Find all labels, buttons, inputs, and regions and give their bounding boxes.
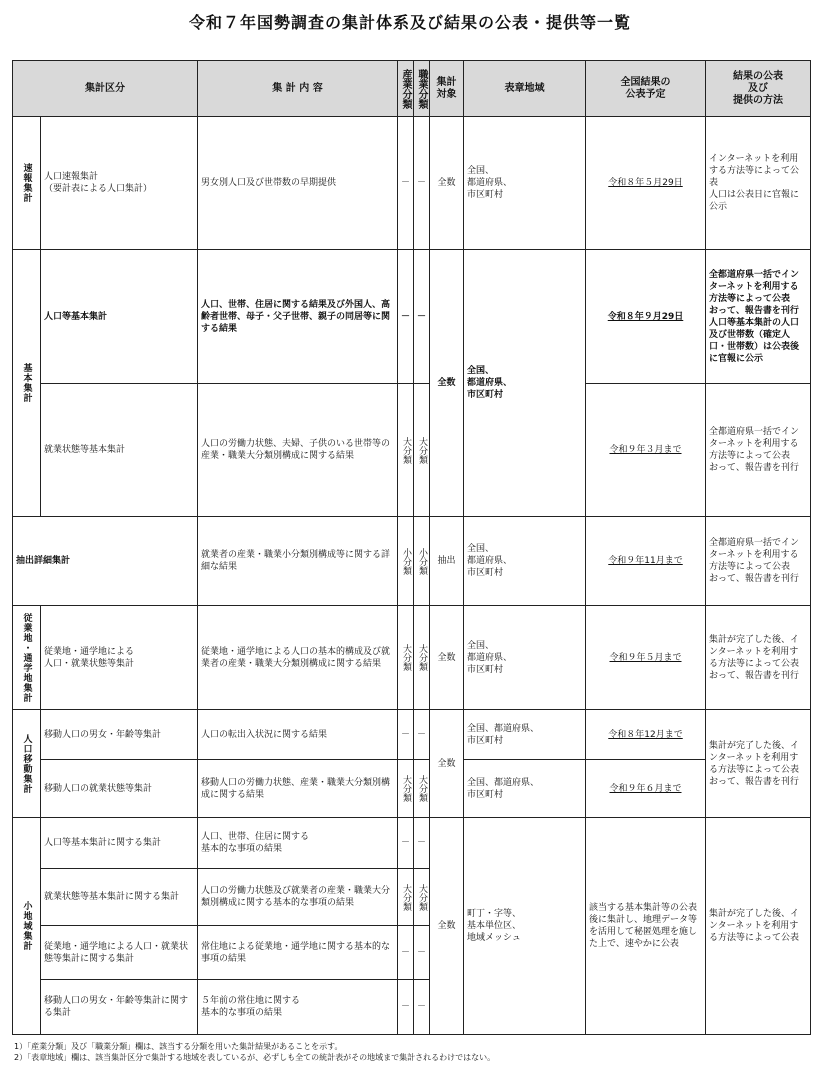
header-category: 集計区分	[13, 61, 198, 117]
row-date: 令和９年５月まで	[586, 606, 706, 710]
row-date: 令和９年６月まで	[586, 760, 706, 818]
group-kihon: 基本集計	[13, 250, 41, 517]
row-method: 集計が完了した後、インターネットを利用する方法等によって公表 おって、報告書を刊行	[706, 710, 811, 818]
row-target: 全数	[430, 818, 464, 1035]
table-row	[13, 760, 811, 818]
header-method: 結果の公表 及び 提供の方法	[706, 61, 811, 117]
row-occupation: 大分類	[414, 869, 430, 926]
row-date: 該当する基本集計等の公表後に集計し、地理データ等を活用して秘匿処理を施した上で、速やかに公表	[586, 818, 706, 1035]
row-method: インターネットを利用する方法等によって公表 人口は公表日に官報に公示	[706, 117, 811, 250]
row-content: 従業地・通学地による人口の基本的構成及び就業者の産業・職業大分類別構成に関する結果	[198, 606, 398, 710]
row-occupation: 大分類	[414, 606, 430, 710]
row-area: 全国、都道府県、 市区町村	[464, 710, 586, 760]
row-date: 令和８年５月29日	[586, 117, 706, 250]
table-row	[13, 517, 811, 606]
row-content: 就業者の産業・職業小分類別構成等に関する詳細な結果	[198, 517, 398, 606]
row-name: 人口速報集計 （要計表による人口集計）	[41, 117, 198, 250]
group-shouchiiki: 小地域集計	[13, 818, 41, 1035]
row-content: 移動人口の労働力状態、産業・職業大分類別構成に関する結果	[198, 760, 398, 818]
page-title: 令和７年国勢調査の集計体系及び結果の公表・提供等一覧	[188, 13, 631, 32]
row-industry: －	[398, 980, 414, 1035]
row-occupation: 大分類	[414, 760, 430, 818]
row-name: 就業状態等基本集計	[41, 384, 198, 517]
row-name: 移動人口の男女・年齢等集計	[41, 710, 198, 760]
row-area: 全国、 都道府県、 市区町村	[464, 117, 586, 250]
row-occupation: 大分類	[414, 384, 430, 517]
row-target: 全数	[430, 117, 464, 250]
row-industry: 大分類	[398, 606, 414, 710]
row-area: 全国、 都道府県、 市区町村	[464, 606, 586, 710]
row-content: 人口の労働力状態、夫婦、子供のいる世帯等の産業・職業大分類別構成に関する結果	[198, 384, 398, 517]
row-method: 全都道府県一括でインターネットを利用する方法等によって公表 おって、報告書を刊行	[706, 517, 811, 606]
footnote-2: 2）「表章地域」欄は、該当集計区分で集計する地域を表しているが、必ずしも全ての統計表がその地域まで集計されるわけではない。	[14, 1053, 496, 1062]
footnotes	[14, 1041, 495, 1063]
row-occupation: －	[414, 980, 430, 1035]
table-row	[13, 606, 811, 710]
row-method: 全都道府県一括でインターネットを利用する方法等によって公表 おって、報告書を刊行 人口等基本集計の人口及び世帯数（確定人口・世帯数）は公表後に官報に公示	[706, 250, 811, 384]
row-date: 令和８年12月まで	[586, 710, 706, 760]
row-content: 人口、世帯、住居に関する結果及び外国人、高齢者世帯、母子・父子世帯、親子の同居等に関する結果	[198, 250, 398, 384]
summary-table	[12, 60, 811, 1035]
header-schedule: 全国結果の 公表予定	[586, 61, 706, 117]
row-content: 常住地による従業地・通学地に関する基本的な事項の結果	[198, 926, 398, 980]
header-row	[13, 61, 811, 117]
row-name: 抽出詳細集計	[13, 517, 198, 606]
row-target: 全数	[430, 606, 464, 710]
row-content: 男女別人口及び世帯数の早期提供	[198, 117, 398, 250]
header-occupation: 職業分類	[414, 61, 430, 117]
row-industry: －	[398, 117, 414, 250]
row-industry: 大分類	[398, 869, 414, 926]
row-area: 町丁・字等、 基本単位区、 地域メッシュ	[464, 818, 586, 1035]
row-name: 移動人口の男女・年齢等集計に関する集計	[41, 980, 198, 1035]
row-industry: －	[398, 710, 414, 760]
row-occupation: －	[414, 117, 430, 250]
row-date: 令和９年11月まで	[586, 517, 706, 606]
row-occupation: －	[414, 818, 430, 869]
table-row	[13, 818, 811, 869]
row-method: 全都道府県一括でインターネットを利用する方法等によって公表 おって、報告書を刊行	[706, 384, 811, 517]
row-date: 令和９年３月まで	[586, 384, 706, 517]
row-target: 抽出	[430, 517, 464, 606]
header-content: 集 計 内 容	[198, 61, 398, 117]
table-row	[13, 250, 811, 384]
header-target: 集計 対象	[430, 61, 464, 117]
header-industry: 産業分類	[398, 61, 414, 117]
row-content: 人口の転出入状況に関する結果	[198, 710, 398, 760]
row-occupation: －	[414, 926, 430, 980]
row-content: 人口の労働力状態及び就業者の産業・職業大分類別構成に関する基本的な事項の結果	[198, 869, 398, 926]
row-occupation: 小分類	[414, 517, 430, 606]
footnote-1: 1）「産業分類」及び「職業分類」欄は、該当する分類を用いた集計結果があることを示す。	[14, 1042, 343, 1051]
row-industry: －	[398, 818, 414, 869]
row-content: 人口、世帯、住居に関する 基本的な事項の結果	[198, 818, 398, 869]
table-row	[13, 384, 811, 517]
row-area: 全国、都道府県、 市区町村	[464, 760, 586, 818]
row-name: 移動人口の就業状態等集計	[41, 760, 198, 818]
row-name: 人口等基本集計	[41, 250, 198, 384]
row-occupation: －	[414, 250, 430, 384]
row-industry: 大分類	[398, 760, 414, 818]
table-row	[13, 117, 811, 250]
group-idou: 人口移動集計	[13, 710, 41, 818]
header-area: 表章地域	[464, 61, 586, 117]
row-industry: 小分類	[398, 517, 414, 606]
row-industry: 大分類	[398, 384, 414, 517]
row-area: 全国、 都道府県、 市区町村	[464, 517, 586, 606]
row-area: 全国、 都道府県、 市区町村	[464, 250, 586, 517]
row-name: 就業状態等基本集計に関する集計	[41, 869, 198, 926]
row-target: 全数	[430, 250, 464, 517]
row-content: ５年前の常住地に関する 基本的な事項の結果	[198, 980, 398, 1035]
row-name: 従業地・通学地による 人口・就業状態等集計	[41, 606, 198, 710]
row-industry: －	[398, 926, 414, 980]
row-occupation: －	[414, 710, 430, 760]
row-method: 集計が完了した後、インターネットを利用する方法等によって公表	[706, 818, 811, 1035]
row-target: 全数	[430, 710, 464, 818]
row-method: 集計が完了した後、インターネットを利用する方法等によって公表 おって、報告書を刊行	[706, 606, 811, 710]
row-industry: －	[398, 250, 414, 384]
table-row	[13, 710, 811, 760]
group-sokuho: 速報集計	[13, 117, 41, 250]
row-name: 従業地・通学地による人口・就業状態等集計に関する集計	[41, 926, 198, 980]
group-juugyou: 従業地・通学地集計	[13, 606, 41, 710]
row-date: 令和８年９月29日	[586, 250, 706, 384]
row-name: 人口等基本集計に関する集計	[41, 818, 198, 869]
